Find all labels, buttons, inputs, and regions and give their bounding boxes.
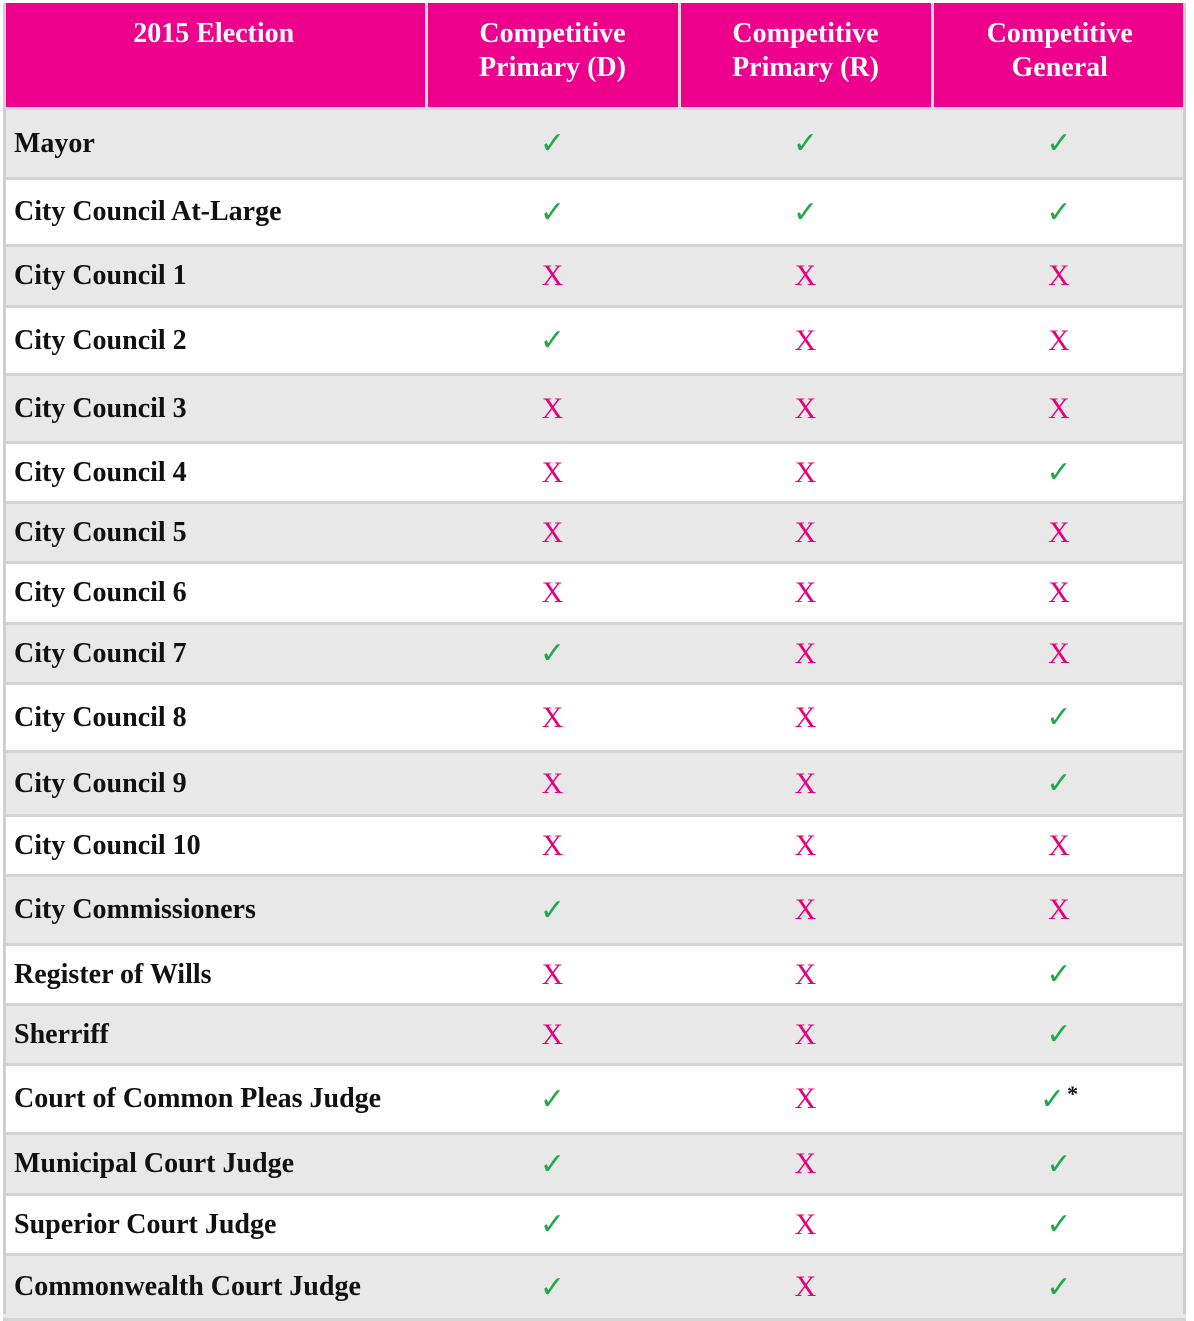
x-icon: X [541, 957, 564, 991]
cell-primary-d [426, 246, 679, 307]
cell-general [932, 1065, 1186, 1134]
office-name: Mayor [3, 109, 426, 179]
check-icon: ✓ [1046, 957, 1072, 992]
table-row [3, 375, 1186, 443]
check-icon: ✓ [1046, 1146, 1072, 1182]
cell-general [932, 1134, 1186, 1195]
cell-primary-r [679, 1134, 932, 1195]
table-row [3, 1134, 1186, 1195]
office-name: City Council 3 [3, 375, 426, 443]
cell-primary-r [679, 179, 932, 246]
check-icon: ✓ [539, 1269, 566, 1305]
x-icon: X [794, 957, 817, 991]
cell-general [932, 684, 1186, 752]
office-name: Commonwealth Court Judge [3, 1255, 426, 1320]
table-row [3, 443, 1186, 503]
cell-primary-d [426, 624, 679, 684]
office-name: City Council 5 [3, 503, 426, 563]
check-icon: ✓ [1046, 1017, 1072, 1052]
check-icon: ✓ [1046, 1269, 1072, 1305]
x-icon: X [541, 828, 564, 862]
check-icon: ✓ [1046, 700, 1072, 735]
table-row [3, 624, 1186, 684]
table-row [3, 563, 1186, 624]
cell-general [932, 443, 1186, 503]
cell-general [932, 876, 1186, 945]
x-icon: X [541, 576, 564, 609]
x-icon: X [794, 828, 817, 862]
check-icon: ✓ [792, 126, 819, 161]
cell-primary-d [426, 503, 679, 563]
office-name: Court of Common Pleas Judge [3, 1065, 426, 1134]
table-row [3, 876, 1186, 945]
check-icon: ✓ [539, 194, 566, 230]
header-primary-r: Competitive Primary (R) [679, 3, 932, 109]
x-icon: X [794, 893, 817, 926]
check-icon: ✓ [1046, 455, 1072, 490]
table-row [3, 1005, 1186, 1065]
x-icon: X [794, 1017, 817, 1051]
office-name: City Council 7 [3, 624, 426, 684]
cell-primary-d [426, 752, 679, 816]
cell-general [932, 307, 1186, 375]
office-name: City Council 4 [3, 443, 426, 503]
x-icon: X [794, 1147, 817, 1180]
header-primary-d: Competitive Primary (D) [426, 3, 679, 109]
cell-primary-r [679, 684, 932, 752]
x-icon: X [794, 515, 817, 549]
check-icon: ✓ [539, 1081, 566, 1117]
x-icon: X [541, 259, 564, 292]
cell-primary-r [679, 1195, 932, 1255]
cell-primary-r [679, 375, 932, 443]
x-icon: X [794, 1207, 817, 1241]
cell-primary-r [679, 624, 932, 684]
cell-primary-r [679, 945, 932, 1005]
table-row [3, 1195, 1186, 1255]
cell-primary-d [426, 179, 679, 246]
table-row [3, 179, 1186, 246]
table-row [3, 109, 1186, 179]
table-body [3, 109, 1186, 1320]
check-icon: ✓ [1046, 766, 1072, 801]
cell-general [932, 816, 1186, 876]
check-icon: ✓ [1046, 126, 1072, 161]
x-icon: X [794, 323, 817, 357]
table-row [3, 246, 1186, 307]
x-icon: X [541, 1017, 564, 1051]
cell-primary-r [679, 1255, 932, 1320]
check-icon: ✓ [539, 892, 566, 928]
x-icon: X [794, 636, 817, 670]
check-icon: ✓ [539, 1207, 566, 1242]
x-icon: X [794, 1270, 817, 1303]
x-icon: X [1048, 323, 1070, 357]
x-icon: X [1048, 636, 1070, 670]
footnote-marker: * [1067, 1081, 1079, 1106]
cell-general [932, 375, 1186, 443]
cell-general [932, 945, 1186, 1005]
x-icon: X [794, 766, 817, 800]
office-name: Municipal Court Judge [3, 1134, 426, 1195]
check-icon: ✓ [1046, 194, 1072, 230]
office-name: City Council 1 [3, 246, 426, 307]
check-icon: ✓ [539, 636, 566, 671]
cell-general [932, 1005, 1186, 1065]
table-row [3, 752, 1186, 816]
cell-primary-r [679, 1065, 932, 1134]
office-name: City Council 10 [3, 816, 426, 876]
table-row [3, 1065, 1186, 1134]
x-icon: X [1048, 259, 1070, 292]
x-icon: X [794, 391, 817, 425]
office-name: Sherriff [3, 1005, 426, 1065]
cell-primary-d [426, 563, 679, 624]
office-name: City Council 6 [3, 563, 426, 624]
cell-primary-d [426, 1065, 679, 1134]
x-icon: X [794, 259, 817, 292]
cell-general [932, 624, 1186, 684]
header-general: Competitive General [932, 3, 1186, 109]
check-icon: ✓ [1039, 1082, 1066, 1117]
cell-primary-r [679, 246, 932, 307]
cell-primary-r [679, 563, 932, 624]
cell-general [932, 1255, 1186, 1320]
x-icon: X [794, 455, 817, 489]
cell-primary-r [679, 752, 932, 816]
table-row [3, 503, 1186, 563]
cell-primary-d [426, 1134, 679, 1195]
x-icon: X [1048, 893, 1070, 926]
x-icon: X [794, 576, 817, 609]
office-name: City Council 2 [3, 307, 426, 375]
cell-primary-d [426, 375, 679, 443]
cell-primary-d [426, 684, 679, 752]
x-icon: X [1048, 828, 1070, 862]
header-row [3, 3, 1186, 109]
x-icon: X [794, 700, 817, 734]
office-name: Superior Court Judge [3, 1195, 426, 1255]
check-icon: ✓ [539, 1146, 566, 1182]
x-icon: X [1048, 391, 1070, 425]
cell-primary-d [426, 1195, 679, 1255]
x-icon: X [541, 455, 564, 489]
office-name: City Council At-Large [3, 179, 426, 246]
cell-general [932, 246, 1186, 307]
cell-general [932, 752, 1186, 816]
cell-primary-d [426, 443, 679, 503]
header-election: 2015 Election [3, 3, 426, 109]
cell-primary-d [426, 109, 679, 179]
x-icon: X [1048, 515, 1070, 549]
cell-primary-d [426, 307, 679, 375]
cell-general [932, 109, 1186, 179]
office-name: City Council 8 [3, 684, 426, 752]
office-name: Register of Wills [3, 945, 426, 1005]
cell-primary-d [426, 945, 679, 1005]
x-icon: X [541, 766, 564, 800]
cell-primary-r [679, 1005, 932, 1065]
cell-general [932, 1195, 1186, 1255]
cell-primary-r [679, 443, 932, 503]
x-icon: X [541, 391, 564, 425]
check-icon: ✓ [539, 323, 566, 358]
cell-primary-r [679, 109, 932, 179]
table-row [3, 1255, 1186, 1320]
check-icon: ✓ [792, 194, 819, 230]
x-icon: X [541, 515, 564, 549]
table-row [3, 684, 1186, 752]
cell-general [932, 179, 1186, 246]
cell-primary-d [426, 876, 679, 945]
x-icon: X [1048, 576, 1070, 609]
cell-primary-d [426, 816, 679, 876]
cell-primary-r [679, 876, 932, 945]
check-icon: ✓ [1046, 1207, 1072, 1242]
table-row [3, 816, 1186, 876]
cell-primary-r [679, 816, 932, 876]
cell-primary-d [426, 1255, 679, 1320]
check-icon: ✓ [539, 126, 566, 161]
cell-primary-r [679, 307, 932, 375]
x-icon: X [541, 700, 564, 734]
cell-general [932, 563, 1186, 624]
cell-general [932, 503, 1186, 563]
cell-primary-r [679, 503, 932, 563]
office-name: City Council 9 [3, 752, 426, 816]
table-row [3, 307, 1186, 375]
x-icon: X [794, 1082, 817, 1115]
election-table [3, 3, 1186, 1321]
office-name: City Commissioners [3, 876, 426, 945]
cell-primary-d [426, 1005, 679, 1065]
table-row [3, 945, 1186, 1005]
